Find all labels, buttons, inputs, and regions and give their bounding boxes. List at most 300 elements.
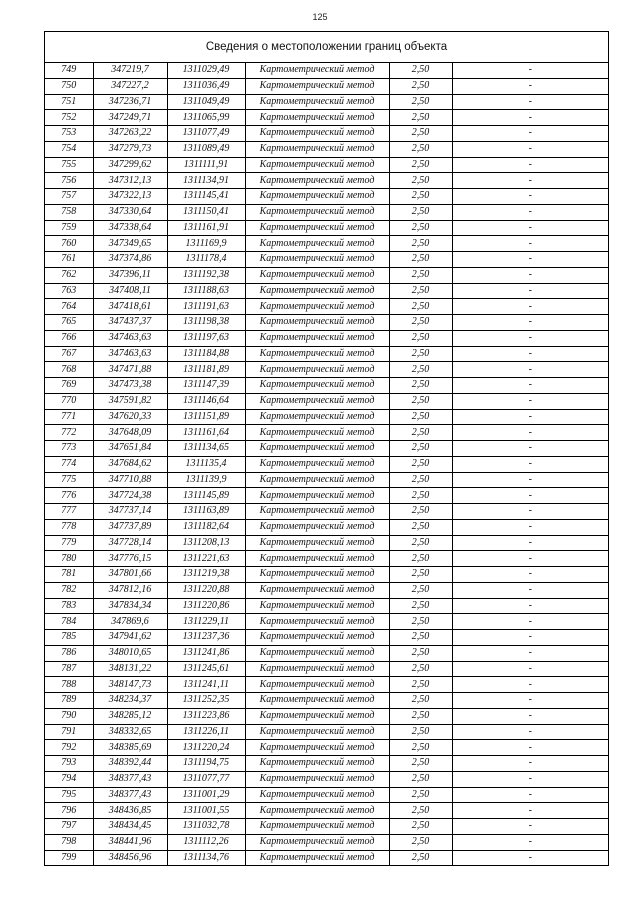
note-cell: -	[452, 708, 608, 724]
note-cell: -	[452, 393, 608, 409]
method-cell: Картометрический метод	[245, 157, 389, 173]
method-cell: Картометрический метод	[245, 567, 389, 583]
point-number-cell: 774	[45, 456, 93, 472]
x-coordinate-cell: 348234,37	[93, 693, 167, 709]
y-coordinate-cell: 1311169,9	[167, 236, 245, 252]
accuracy-cell: 2,50	[389, 756, 452, 772]
x-coordinate-cell: 348456,96	[93, 850, 167, 865]
note-cell: -	[452, 693, 608, 709]
point-number-cell: 778	[45, 519, 93, 535]
method-cell: Картометрический метод	[245, 614, 389, 630]
method-cell: Картометрический метод	[245, 708, 389, 724]
x-coordinate-cell: 347279,73	[93, 141, 167, 157]
point-number-cell: 779	[45, 535, 93, 551]
note-cell: -	[452, 819, 608, 835]
point-number-cell: 791	[45, 724, 93, 740]
accuracy-cell: 2,50	[389, 94, 452, 110]
boundary-table-sheet	[44, 31, 609, 866]
method-cell: Картометрический метод	[245, 78, 389, 94]
accuracy-cell: 2,50	[389, 771, 452, 787]
method-cell: Картометрический метод	[245, 315, 389, 331]
table-row	[45, 267, 608, 283]
y-coordinate-cell: 1311112,26	[167, 834, 245, 850]
y-coordinate-cell: 1311135,4	[167, 456, 245, 472]
x-coordinate-cell: 347338,64	[93, 220, 167, 236]
method-cell: Картометрический метод	[245, 141, 389, 157]
note-cell: -	[452, 504, 608, 520]
method-cell: Картометрический метод	[245, 189, 389, 205]
y-coordinate-cell: 1311161,64	[167, 425, 245, 441]
y-coordinate-cell: 1311089,49	[167, 141, 245, 157]
y-coordinate-cell: 1311229,11	[167, 614, 245, 630]
table-row	[45, 126, 608, 142]
note-cell: -	[452, 834, 608, 850]
x-coordinate-cell: 347812,16	[93, 582, 167, 598]
x-coordinate-cell: 348147,73	[93, 677, 167, 693]
point-number-cell: 768	[45, 362, 93, 378]
table-row	[45, 315, 608, 331]
table-row	[45, 362, 608, 378]
method-cell: Картометрический метод	[245, 267, 389, 283]
accuracy-cell: 2,50	[389, 724, 452, 740]
x-coordinate-cell: 347728,14	[93, 535, 167, 551]
point-number-cell: 758	[45, 204, 93, 220]
accuracy-cell: 2,50	[389, 63, 452, 78]
method-cell: Картометрический метод	[245, 724, 389, 740]
x-coordinate-cell: 347408,11	[93, 283, 167, 299]
x-coordinate-cell: 347869,6	[93, 614, 167, 630]
accuracy-cell: 2,50	[389, 362, 452, 378]
table-row	[45, 330, 608, 346]
point-number-cell: 769	[45, 378, 93, 394]
table-row	[45, 63, 608, 78]
note-cell: -	[452, 94, 608, 110]
table-row	[45, 756, 608, 772]
table-row	[45, 708, 608, 724]
table-row	[45, 834, 608, 850]
x-coordinate-cell: 347473,38	[93, 378, 167, 394]
note-cell: -	[452, 126, 608, 142]
accuracy-cell: 2,50	[389, 567, 452, 583]
x-coordinate-cell: 347312,13	[93, 173, 167, 189]
accuracy-cell: 2,50	[389, 850, 452, 865]
point-number-cell: 789	[45, 693, 93, 709]
table-row	[45, 787, 608, 803]
note-cell: -	[452, 330, 608, 346]
x-coordinate-cell: 347418,61	[93, 299, 167, 315]
x-coordinate-cell: 347471,88	[93, 362, 167, 378]
y-coordinate-cell: 1311197,63	[167, 330, 245, 346]
note-cell: -	[452, 850, 608, 865]
accuracy-cell: 2,50	[389, 204, 452, 220]
y-coordinate-cell: 1311188,63	[167, 283, 245, 299]
point-number-cell: 759	[45, 220, 93, 236]
method-cell: Картометрический метод	[245, 173, 389, 189]
y-coordinate-cell: 1311134,76	[167, 850, 245, 865]
point-number-cell: 750	[45, 78, 93, 94]
y-coordinate-cell: 1311226,11	[167, 724, 245, 740]
x-coordinate-cell: 347374,86	[93, 252, 167, 268]
accuracy-cell: 2,50	[389, 472, 452, 488]
y-coordinate-cell: 1311184,88	[167, 346, 245, 362]
table-row	[45, 220, 608, 236]
y-coordinate-cell: 1311134,91	[167, 173, 245, 189]
accuracy-cell: 2,50	[389, 78, 452, 94]
y-coordinate-cell: 1311252,35	[167, 693, 245, 709]
table-row	[45, 472, 608, 488]
point-number-cell: 752	[45, 110, 93, 126]
accuracy-cell: 2,50	[389, 551, 452, 567]
method-cell: Картометрический метод	[245, 425, 389, 441]
accuracy-cell: 2,50	[389, 157, 452, 173]
note-cell: -	[452, 220, 608, 236]
point-number-cell: 751	[45, 94, 93, 110]
table-row	[45, 299, 608, 315]
note-cell: -	[452, 204, 608, 220]
method-cell: Картометрический метод	[245, 220, 389, 236]
point-number-cell: 775	[45, 472, 93, 488]
method-cell: Картометрический метод	[245, 661, 389, 677]
x-coordinate-cell: 347236,71	[93, 94, 167, 110]
x-coordinate-cell: 347684,62	[93, 456, 167, 472]
method-cell: Картометрический метод	[245, 756, 389, 772]
accuracy-cell: 2,50	[389, 252, 452, 268]
x-coordinate-cell: 347463,63	[93, 346, 167, 362]
accuracy-cell: 2,50	[389, 661, 452, 677]
y-coordinate-cell: 1311049,49	[167, 94, 245, 110]
note-cell: -	[452, 551, 608, 567]
method-cell: Картометрический метод	[245, 456, 389, 472]
table-row	[45, 78, 608, 94]
y-coordinate-cell: 1311146,64	[167, 393, 245, 409]
accuracy-cell: 2,50	[389, 283, 452, 299]
table-row	[45, 393, 608, 409]
y-coordinate-cell: 1311150,41	[167, 204, 245, 220]
y-coordinate-cell: 1311220,86	[167, 598, 245, 614]
method-cell: Картометрический метод	[245, 378, 389, 394]
point-number-cell: 799	[45, 850, 93, 865]
point-number-cell: 767	[45, 346, 93, 362]
method-cell: Картометрический метод	[245, 252, 389, 268]
point-number-cell: 756	[45, 173, 93, 189]
note-cell: -	[452, 598, 608, 614]
table-row	[45, 614, 608, 630]
note-cell: -	[452, 78, 608, 94]
point-number-cell: 773	[45, 441, 93, 457]
accuracy-cell: 2,50	[389, 504, 452, 520]
y-coordinate-cell: 1311161,91	[167, 220, 245, 236]
table-title: Сведения о местоположении границ объекта	[45, 32, 608, 63]
note-cell: -	[452, 677, 608, 693]
note-cell: -	[452, 645, 608, 661]
accuracy-cell: 2,50	[389, 173, 452, 189]
y-coordinate-cell: 1311219,38	[167, 567, 245, 583]
method-cell: Картометрический метод	[245, 551, 389, 567]
note-cell: -	[452, 488, 608, 504]
table-row	[45, 141, 608, 157]
table-row	[45, 425, 608, 441]
point-number-cell: 757	[45, 189, 93, 205]
point-number-cell: 754	[45, 141, 93, 157]
note-cell: -	[452, 582, 608, 598]
point-number-cell: 793	[45, 756, 93, 772]
table-row	[45, 346, 608, 362]
method-cell: Картометрический метод	[245, 819, 389, 835]
y-coordinate-cell: 1311198,38	[167, 315, 245, 331]
x-coordinate-cell: 348285,12	[93, 708, 167, 724]
accuracy-cell: 2,50	[389, 393, 452, 409]
method-cell: Картометрический метод	[245, 63, 389, 78]
table-row	[45, 157, 608, 173]
point-number-cell: 798	[45, 834, 93, 850]
x-coordinate-cell: 347396,11	[93, 267, 167, 283]
note-cell: -	[452, 252, 608, 268]
coordinates-table-body	[45, 63, 608, 865]
y-coordinate-cell: 1311241,11	[167, 677, 245, 693]
note-cell: -	[452, 189, 608, 205]
table-row	[45, 519, 608, 535]
table-row	[45, 283, 608, 299]
point-number-cell: 785	[45, 630, 93, 646]
point-number-cell: 776	[45, 488, 93, 504]
x-coordinate-cell: 347710,88	[93, 472, 167, 488]
method-cell: Картометрический метод	[245, 409, 389, 425]
point-number-cell: 755	[45, 157, 93, 173]
coordinates-table	[45, 63, 608, 865]
note-cell: -	[452, 441, 608, 457]
y-coordinate-cell: 1311134,65	[167, 441, 245, 457]
point-number-cell: 749	[45, 63, 93, 78]
table-row	[45, 488, 608, 504]
method-cell: Картометрический метод	[245, 110, 389, 126]
y-coordinate-cell: 1311147,39	[167, 378, 245, 394]
y-coordinate-cell: 1311001,29	[167, 787, 245, 803]
table-row	[45, 771, 608, 787]
table-row	[45, 582, 608, 598]
method-cell: Картометрический метод	[245, 472, 389, 488]
note-cell: -	[452, 425, 608, 441]
y-coordinate-cell: 1311145,89	[167, 488, 245, 504]
method-cell: Картометрический метод	[245, 598, 389, 614]
x-coordinate-cell: 348385,69	[93, 740, 167, 756]
note-cell: -	[452, 378, 608, 394]
accuracy-cell: 2,50	[389, 315, 452, 331]
x-coordinate-cell: 347249,71	[93, 110, 167, 126]
accuracy-cell: 2,50	[389, 220, 452, 236]
point-number-cell: 753	[45, 126, 93, 142]
x-coordinate-cell: 348332,65	[93, 724, 167, 740]
table-row	[45, 189, 608, 205]
note-cell: -	[452, 362, 608, 378]
note-cell: -	[452, 630, 608, 646]
x-coordinate-cell: 347724,38	[93, 488, 167, 504]
point-number-cell: 781	[45, 567, 93, 583]
y-coordinate-cell: 1311220,24	[167, 740, 245, 756]
accuracy-cell: 2,50	[389, 425, 452, 441]
accuracy-cell: 2,50	[389, 378, 452, 394]
y-coordinate-cell: 1311208,13	[167, 535, 245, 551]
table-row	[45, 850, 608, 865]
y-coordinate-cell: 1311237,36	[167, 630, 245, 646]
point-number-cell: 792	[45, 740, 93, 756]
y-coordinate-cell: 1311111,91	[167, 157, 245, 173]
accuracy-cell: 2,50	[389, 535, 452, 551]
note-cell: -	[452, 110, 608, 126]
accuracy-cell: 2,50	[389, 740, 452, 756]
y-coordinate-cell: 1311163,89	[167, 504, 245, 520]
y-coordinate-cell: 1311194,75	[167, 756, 245, 772]
method-cell: Картометрический метод	[245, 771, 389, 787]
method-cell: Картометрический метод	[245, 787, 389, 803]
table-row	[45, 630, 608, 646]
point-number-cell: 790	[45, 708, 93, 724]
accuracy-cell: 2,50	[389, 409, 452, 425]
y-coordinate-cell: 1311077,49	[167, 126, 245, 142]
note-cell: -	[452, 535, 608, 551]
y-coordinate-cell: 1311220,88	[167, 582, 245, 598]
point-number-cell: 782	[45, 582, 93, 598]
accuracy-cell: 2,50	[389, 126, 452, 142]
note-cell: -	[452, 614, 608, 630]
x-coordinate-cell: 347330,64	[93, 204, 167, 220]
note-cell: -	[452, 519, 608, 535]
accuracy-cell: 2,50	[389, 614, 452, 630]
x-coordinate-cell: 348436,85	[93, 803, 167, 819]
x-coordinate-cell: 347227,2	[93, 78, 167, 94]
accuracy-cell: 2,50	[389, 598, 452, 614]
method-cell: Картометрический метод	[245, 677, 389, 693]
method-cell: Картометрический метод	[245, 94, 389, 110]
method-cell: Картометрический метод	[245, 850, 389, 865]
table-row	[45, 803, 608, 819]
accuracy-cell: 2,50	[389, 441, 452, 457]
note-cell: -	[452, 63, 608, 78]
table-row	[45, 567, 608, 583]
y-coordinate-cell: 1311182,64	[167, 519, 245, 535]
point-number-cell: 780	[45, 551, 93, 567]
x-coordinate-cell: 347651,84	[93, 441, 167, 457]
point-number-cell: 783	[45, 598, 93, 614]
method-cell: Картометрический метод	[245, 330, 389, 346]
x-coordinate-cell: 348392,44	[93, 756, 167, 772]
point-number-cell: 772	[45, 425, 93, 441]
x-coordinate-cell: 348434,45	[93, 819, 167, 835]
note-cell: -	[452, 803, 608, 819]
y-coordinate-cell: 1311221,63	[167, 551, 245, 567]
x-coordinate-cell: 347219,7	[93, 63, 167, 78]
y-coordinate-cell: 1311036,49	[167, 78, 245, 94]
accuracy-cell: 2,50	[389, 708, 452, 724]
method-cell: Картометрический метод	[245, 204, 389, 220]
method-cell: Картометрический метод	[245, 535, 389, 551]
note-cell: -	[452, 346, 608, 362]
y-coordinate-cell: 1311077,77	[167, 771, 245, 787]
x-coordinate-cell: 347349,65	[93, 236, 167, 252]
note-cell: -	[452, 283, 608, 299]
method-cell: Картометрический метод	[245, 645, 389, 661]
x-coordinate-cell: 347620,33	[93, 409, 167, 425]
x-coordinate-cell: 347648,09	[93, 425, 167, 441]
point-number-cell: 794	[45, 771, 93, 787]
table-row	[45, 819, 608, 835]
point-number-cell: 788	[45, 677, 93, 693]
x-coordinate-cell: 348377,43	[93, 771, 167, 787]
accuracy-cell: 2,50	[389, 645, 452, 661]
y-coordinate-cell: 1311191,63	[167, 299, 245, 315]
point-number-cell: 770	[45, 393, 93, 409]
table-row	[45, 378, 608, 394]
accuracy-cell: 2,50	[389, 677, 452, 693]
accuracy-cell: 2,50	[389, 803, 452, 819]
note-cell: -	[452, 409, 608, 425]
method-cell: Картометрический метод	[245, 299, 389, 315]
table-row	[45, 456, 608, 472]
point-number-cell: 796	[45, 803, 93, 819]
x-coordinate-cell: 347801,66	[93, 567, 167, 583]
note-cell: -	[452, 456, 608, 472]
y-coordinate-cell: 1311032,78	[167, 819, 245, 835]
table-row	[45, 204, 608, 220]
note-cell: -	[452, 157, 608, 173]
method-cell: Картометрический метод	[245, 236, 389, 252]
method-cell: Картометрический метод	[245, 504, 389, 520]
y-coordinate-cell: 1311192,38	[167, 267, 245, 283]
accuracy-cell: 2,50	[389, 819, 452, 835]
y-coordinate-cell: 1311151,89	[167, 409, 245, 425]
note-cell: -	[452, 315, 608, 331]
x-coordinate-cell: 347941,62	[93, 630, 167, 646]
method-cell: Картометрический метод	[245, 126, 389, 142]
y-coordinate-cell: 1311001,55	[167, 803, 245, 819]
accuracy-cell: 2,50	[389, 693, 452, 709]
x-coordinate-cell: 347776,15	[93, 551, 167, 567]
table-row	[45, 252, 608, 268]
table-row	[45, 110, 608, 126]
table-row	[45, 409, 608, 425]
note-cell: -	[452, 756, 608, 772]
note-cell: -	[452, 173, 608, 189]
point-number-cell: 761	[45, 252, 93, 268]
point-number-cell: 766	[45, 330, 93, 346]
accuracy-cell: 2,50	[389, 630, 452, 646]
table-row	[45, 441, 608, 457]
table-row	[45, 645, 608, 661]
note-cell: -	[452, 472, 608, 488]
x-coordinate-cell: 347737,14	[93, 504, 167, 520]
note-cell: -	[452, 299, 608, 315]
point-number-cell: 764	[45, 299, 93, 315]
method-cell: Картометрический метод	[245, 834, 389, 850]
table-row	[45, 693, 608, 709]
method-cell: Картометрический метод	[245, 362, 389, 378]
y-coordinate-cell: 1311245,61	[167, 661, 245, 677]
method-cell: Картометрический метод	[245, 283, 389, 299]
y-coordinate-cell: 1311181,89	[167, 362, 245, 378]
x-coordinate-cell: 347834,34	[93, 598, 167, 614]
accuracy-cell: 2,50	[389, 189, 452, 205]
table-row	[45, 551, 608, 567]
x-coordinate-cell: 347322,13	[93, 189, 167, 205]
accuracy-cell: 2,50	[389, 834, 452, 850]
x-coordinate-cell: 347437,37	[93, 315, 167, 331]
accuracy-cell: 2,50	[389, 141, 452, 157]
table-row	[45, 740, 608, 756]
y-coordinate-cell: 1311139,9	[167, 472, 245, 488]
page-number: 125	[312, 12, 328, 22]
y-coordinate-cell: 1311223,86	[167, 708, 245, 724]
y-coordinate-cell: 1311029,49	[167, 63, 245, 78]
note-cell: -	[452, 787, 608, 803]
